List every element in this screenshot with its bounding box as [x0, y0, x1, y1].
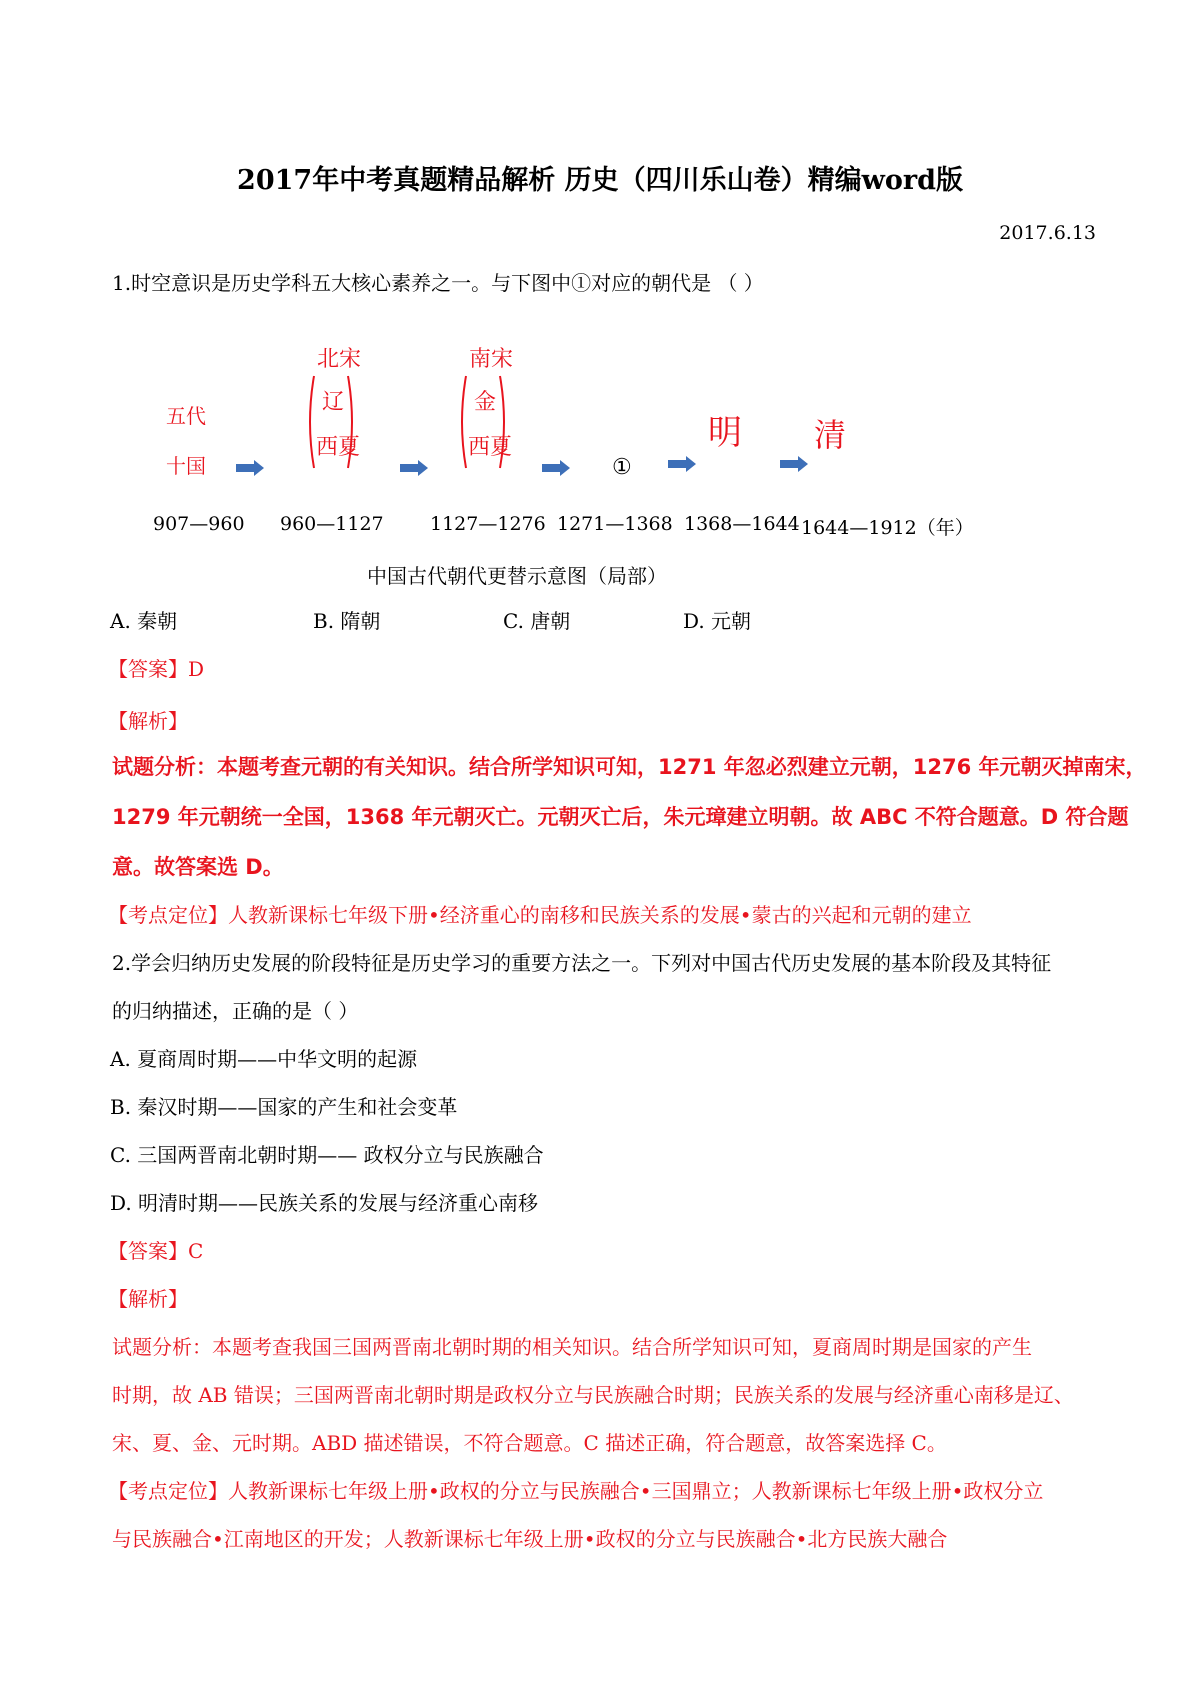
q2-kaodian-line: 【考点定位】人教新课标七年级上册•政权的分立与民族融合•三国鼎立；人教新课标七年级上册•政权分立: [108, 1479, 1044, 1503]
q2-answer: [108, 1238, 203, 1264]
year-label: 960—1127: [280, 513, 384, 535]
q2-analysis-line: 宋、夏、金、元时期。ABD 描述错误，不符合题意。C 描述正确，符合题意，故答案选择 C。: [112, 1431, 947, 1455]
document-title: 2017年中考真题精品解析 历史（四川乐山卷）精编word版: [237, 165, 963, 196]
q1-stem: 1.时空意识是历史学科五大核心素养之一。与下图中①对应的朝代是 （ ）: [112, 271, 764, 295]
q1-kaodian: 【考点定位】人教新课标七年级下册•经济重心的南移和民族关系的发展•蒙古的兴起和元朝的建立: [108, 903, 972, 927]
year-label: 1271—1368: [557, 513, 673, 535]
year-label: 907—960: [153, 513, 245, 535]
diagram-wudai: 五代: [166, 404, 206, 428]
year-label: 1127—1276: [430, 513, 546, 535]
year-label: 1644—1912（年）: [801, 517, 974, 539]
diagram-liao: 辽: [322, 390, 345, 415]
arrow-icon: [236, 460, 264, 476]
diagram-ming: 明: [708, 413, 742, 453]
q1-option-a: A. 秦朝: [110, 609, 178, 633]
q1-option-b: B. 隋朝: [313, 609, 381, 633]
arrow-icon: [400, 460, 428, 476]
answer-tag: 【答案】: [108, 1239, 188, 1263]
q1-analysis-line: 试题分析：本题考查元朝的有关知识。结合所学知识可知，1271 年忽必烈建立元朝，1276 年元朝灭掉南宋，: [112, 755, 1147, 779]
q1-answer: [108, 656, 204, 682]
q1-analysis-line: 1279 年元朝统一全国，1368 年元朝灭亡。元朝灭亡后，朱元璋建立明朝。故 ABC 不符合题意。D 符合题: [112, 805, 1129, 829]
q1-analysis-tag: 【解析】: [108, 709, 188, 733]
diagram-beisong: 北宋: [317, 347, 362, 372]
diagram-qing: 清: [814, 416, 847, 454]
q2-analysis-line: 试题分析：本题考查我国三国两晋南北朝时期的相关知识。结合所学知识可知，夏商周时期是国家的产生: [112, 1335, 1032, 1359]
arrow-icon: [668, 456, 696, 472]
q2-stem-line: 2.学会归纳历史发展的阶段特征是历史学习的重要方法之一。下列对中国古代历史发展的基本阶段及其特征: [112, 951, 1052, 975]
q2-option-b: B. 秦汉时期——国家的产生和社会变革: [110, 1095, 458, 1119]
q1-option-c: C. 唐朝: [503, 609, 571, 633]
diagram-circle-one: ①: [612, 455, 632, 480]
diagram-nansong: 南宋: [469, 347, 514, 372]
diagram-xixia-1: 西夏: [316, 435, 361, 460]
q2-kaodian-line: 与民族融合•江南地区的开发；人教新课标七年级上册•政权的分立与民族融合•北方民族大融合: [112, 1527, 948, 1551]
q1-option-d: D. 元朝: [683, 609, 752, 633]
q2-option-d: D. 明清时期——民族关系的发展与经济重心南移: [110, 1191, 539, 1215]
q2-option-a: A. 夏商周时期——中华文明的起源: [110, 1047, 418, 1071]
diagram-xixia-2: 西夏: [468, 435, 513, 460]
document-date: 2017.6.13: [999, 222, 1096, 244]
q2-analysis-tag: 【解析】: [108, 1287, 188, 1311]
answer-tag: 【答案】: [108, 657, 188, 681]
diagram-jin: 金: [474, 390, 497, 415]
answer-value: D: [188, 657, 205, 681]
arrow-icon: [542, 460, 570, 476]
year-label: 1368—1644: [684, 513, 800, 535]
arrow-icon: [780, 456, 808, 472]
q2-analysis-line: 时期，故 AB 错误；三国两晋南北朝时期是政权分立与民族融合时期；民族关系的发展与经济重心南移是辽、: [112, 1383, 1074, 1407]
q2-option-c: C. 三国两晋南北朝时期—— 政权分立与民族融合: [110, 1143, 544, 1167]
answer-value: C: [188, 1239, 204, 1263]
diagram-caption: 中国古代朝代更替示意图（局部）: [367, 564, 667, 588]
diagram-shiguo: 十国: [166, 454, 206, 478]
q1-analysis-line: 意。故答案选 D。: [112, 855, 284, 879]
q2-stem-line: 的归纳描述，正确的是（ ）: [112, 999, 359, 1023]
